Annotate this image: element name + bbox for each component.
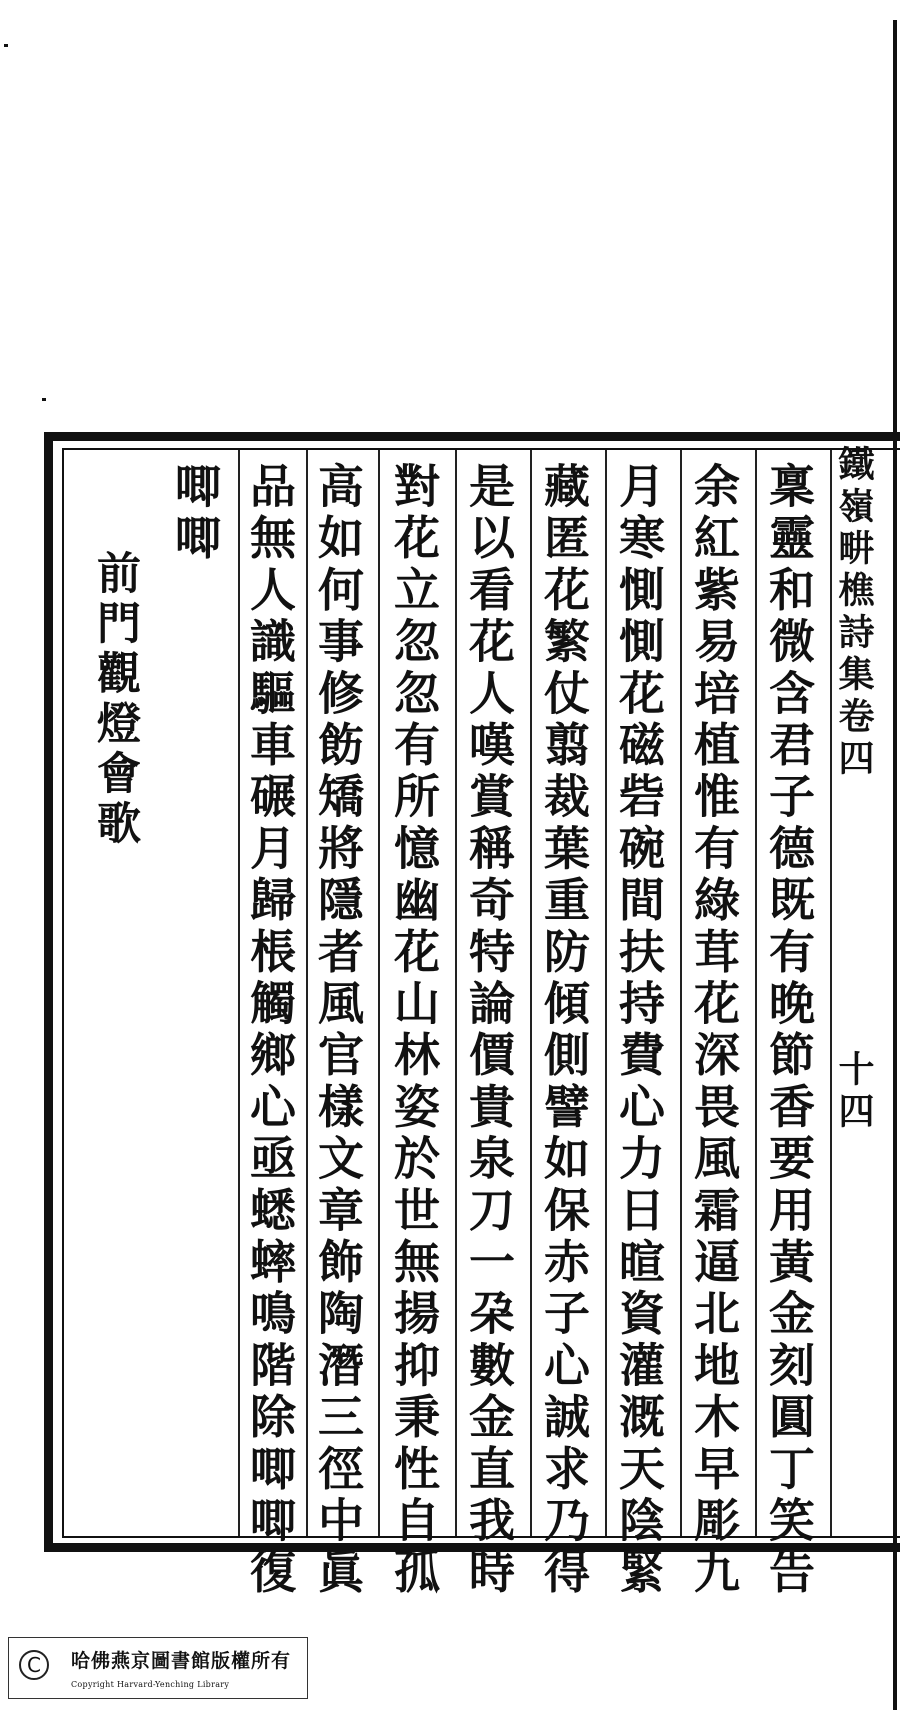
stamp-chinese-text: 哈佛燕京圖書館版權所有 bbox=[71, 1650, 292, 1672]
column-rule bbox=[530, 450, 532, 1536]
text-column: 稟靈和微含君子德既有晚節香要用黃金刻圓丁笑告 bbox=[762, 462, 816, 1600]
text-column: 唧唧 bbox=[168, 462, 222, 566]
text-column: 高如何事修飭矯將隱者風官樣文章飾陶潛三徑中眞 bbox=[311, 462, 365, 1600]
text-column: 余紅紫易培植惟有綠茸花深畏風霜逼北地木早彫九 bbox=[687, 462, 741, 1600]
text-column: 品無人識驅車碾月歸棖觸鄉心亟蟋蟀鳴階除唧唧復 bbox=[243, 462, 297, 1600]
stamp-english-text: Copyright Harvard-Yenching Library bbox=[71, 1680, 230, 1689]
column-rule bbox=[455, 450, 457, 1536]
copyright-stamp bbox=[8, 1637, 308, 1699]
column-rule bbox=[755, 450, 757, 1536]
speck bbox=[4, 44, 8, 47]
poem-title: 前門觀燈會歌 bbox=[89, 550, 140, 850]
text-column: 月寒惻惻花磁砦碗間扶持費心力日暄資灌溉天陰緊 bbox=[612, 462, 666, 1600]
page-header-text: 鐵嶺畊樵詩集卷四 bbox=[833, 445, 875, 781]
page-number: 十四 bbox=[833, 1050, 875, 1134]
text-column: 是以看花人嘆賞稱奇特論價貴泉刀一朶數金直我時 bbox=[462, 462, 516, 1600]
column-rule bbox=[306, 450, 308, 1536]
speck bbox=[42, 398, 46, 401]
column-rule bbox=[238, 450, 240, 1536]
copyright-icon: C bbox=[19, 1650, 49, 1680]
column-rule bbox=[378, 450, 380, 1536]
column-rule bbox=[680, 450, 682, 1536]
text-column: 對花立忽忽有所憶幽花山林姿於世無揚抑秉性自孤 bbox=[387, 462, 441, 1600]
column-rule bbox=[605, 450, 607, 1536]
text-column: 藏匿花繁仗翦裁葉重防傾側譬如保赤子心誠求乃得 bbox=[537, 462, 591, 1600]
column-rule bbox=[830, 450, 832, 1536]
